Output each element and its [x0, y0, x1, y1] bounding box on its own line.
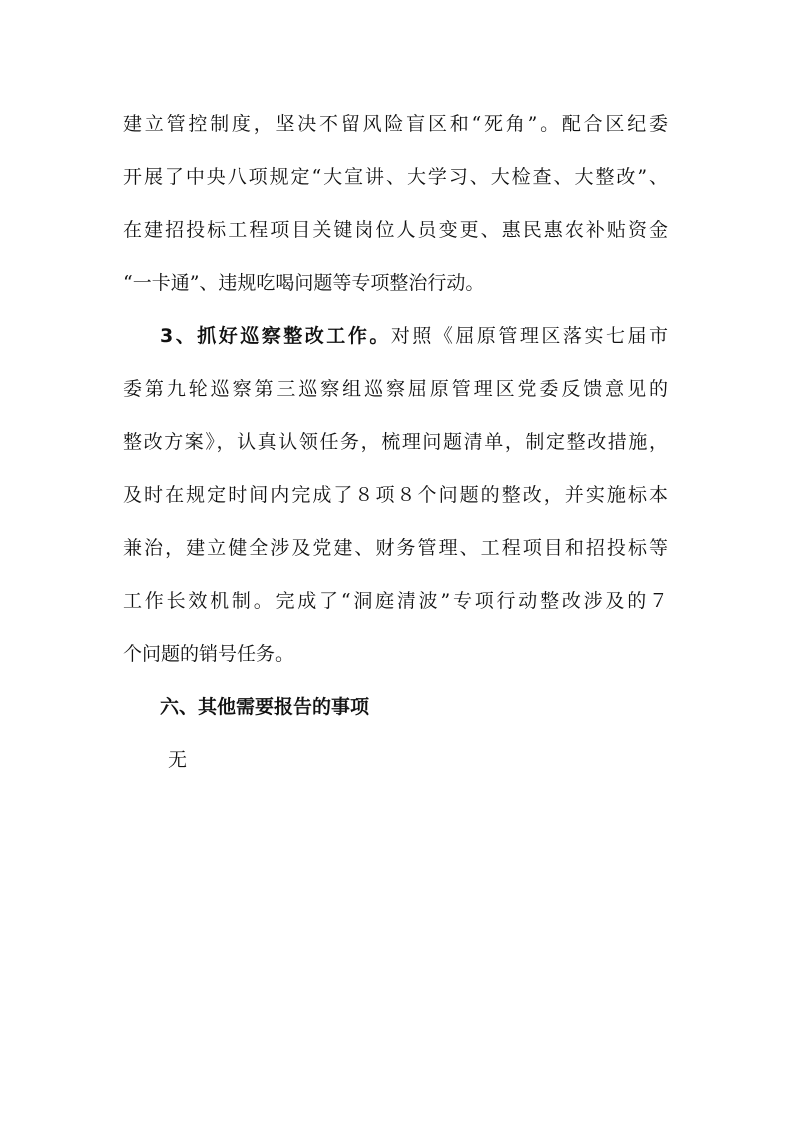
paragraph2-line-7: 个问题的销号任务。 — [123, 643, 295, 665]
paragraph1-line-1: 建立管控制度，坚决不留风险盲区和“死角”。配合区纪委 — [123, 113, 668, 135]
paragraph2-line-2: 委第九轮巡察第三巡察组巡察屈原管理区党委反馈意见的 — [123, 378, 668, 400]
paragraph1-line-2: 开展了中央八项规定“大宣讲、大学习、大检查、大整改”、 — [123, 166, 668, 188]
paragraph1-line-3: 在建招投标工程项目关键岗位人员变更、惠民惠农补贴资金 — [123, 219, 668, 241]
paragraph2-line-6: 工作长效机制。完成了“洞庭清波”专项行动整改涉及的７ — [123, 590, 668, 612]
paragraph2-line-3: 整改方案》，认真认领任务，梳理问题清单，制定整改措施， — [123, 431, 668, 453]
paragraph2-title: 3、抓好巡察整改工作。 — [160, 325, 391, 347]
section6-content: 无 — [168, 749, 188, 771]
paragraph1-line-4: “一卡通”、违规吃喝问题等专项整治行动。 — [123, 272, 485, 294]
paragraph2-first-line-rest: 对照《屈原管理区落实七届市 — [390, 325, 668, 347]
section6-heading: 六、其他需要报告的事项 — [160, 696, 370, 718]
paragraph2-line-4: 及时在规定时间内完成了８项８个问题的整改，并实施标本 — [123, 484, 668, 506]
paragraph2-line-5: 兼治，建立健全涉及党建、财务管理、工程项目和招投标等 — [123, 537, 668, 559]
paragraph2-line-1 — [160, 322, 668, 350]
